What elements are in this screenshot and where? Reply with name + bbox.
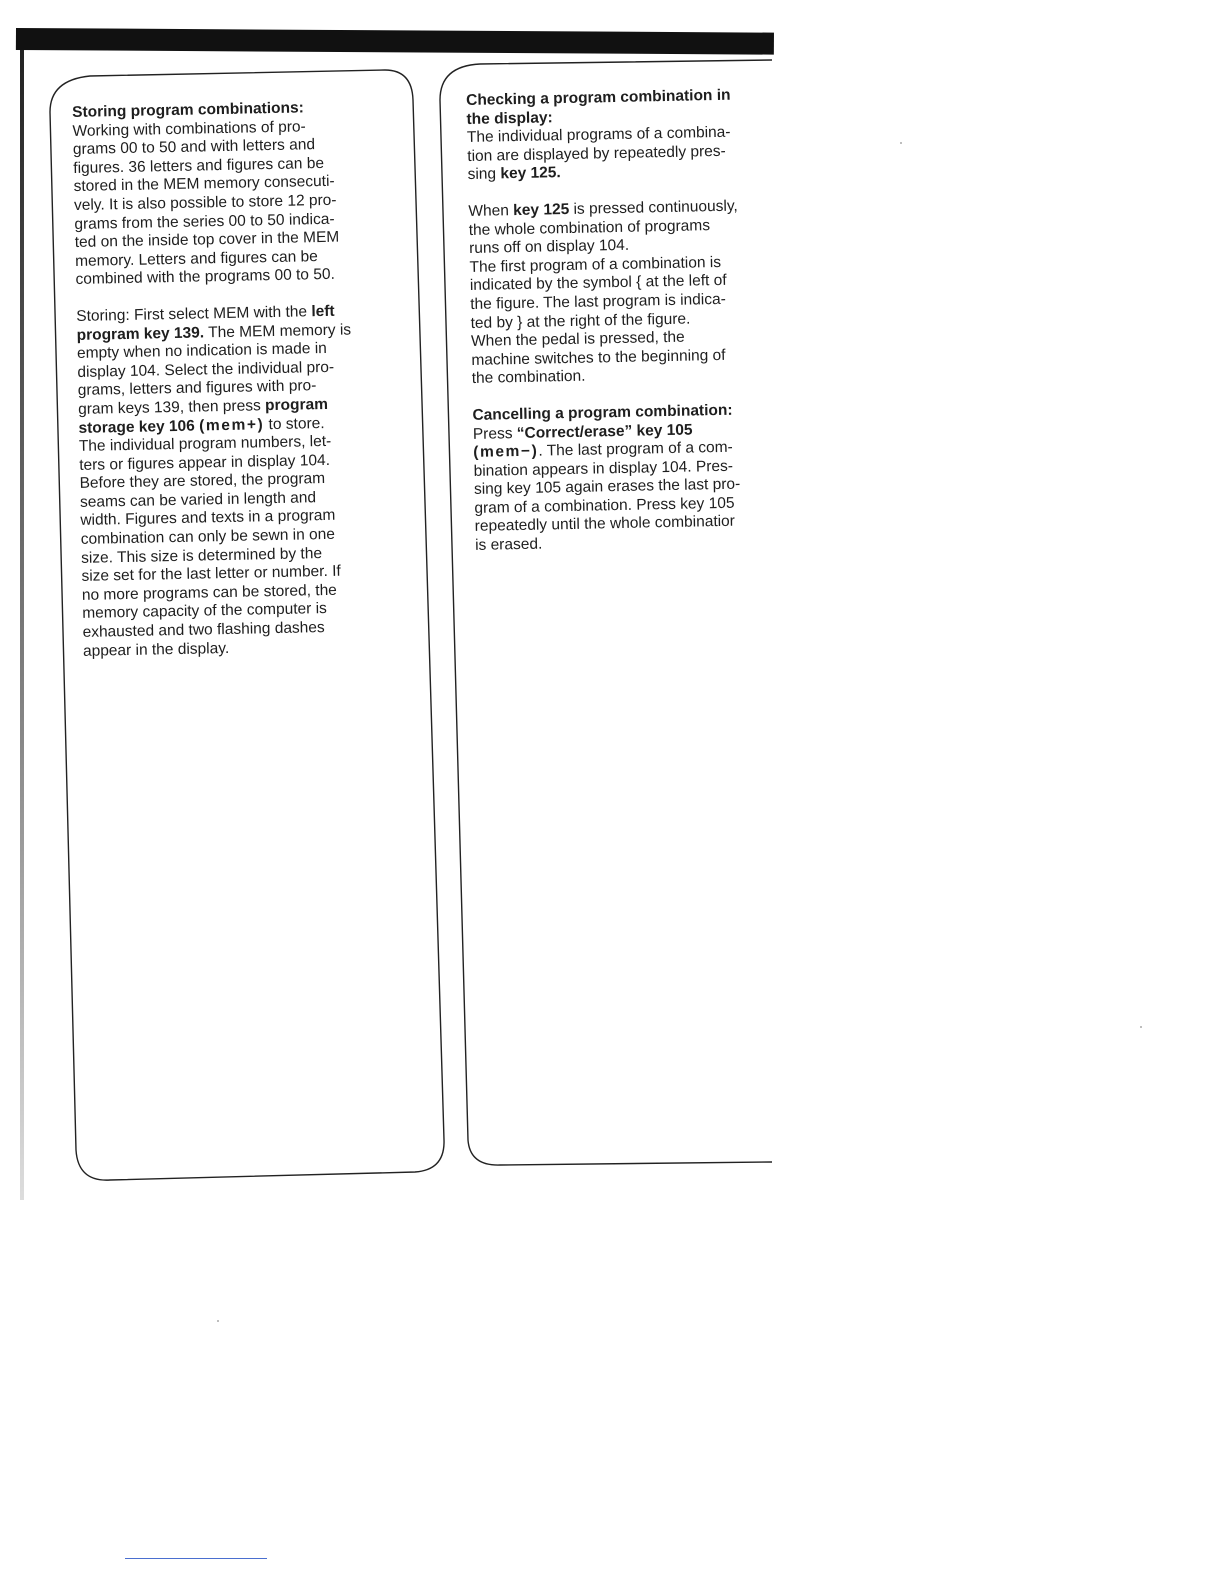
text-line: grams, letters and figures with pro- xyxy=(77,377,317,400)
text-line: runs off on display 104. xyxy=(468,236,630,258)
text-line: no more programs can be stored, the xyxy=(81,581,338,604)
text-line: repeatedly until the whole combinatior xyxy=(474,513,736,536)
text-line: is erased. xyxy=(474,535,543,554)
checking-heading-cont: the display: xyxy=(466,108,553,128)
text-line: exhausted and two flashing dashes xyxy=(82,619,325,641)
text-line: width. Figures and texts in a program xyxy=(80,507,336,530)
text-line: appear in the display. xyxy=(82,639,230,660)
text-run: Press xyxy=(472,424,517,443)
text-run: is pressed continuously, xyxy=(569,197,738,218)
text-line: ters or figures appear in display 104. xyxy=(79,451,331,474)
text-line: the combination. xyxy=(471,367,586,388)
continuous-press-section xyxy=(468,197,777,389)
text-run: Storing: First select MEM with the xyxy=(76,303,312,325)
bold-text: key 125. xyxy=(500,164,561,183)
text-line: size. This size is determined by the xyxy=(80,544,323,567)
bold-text: left xyxy=(311,302,335,321)
text-line: memory. Letters and figures can be xyxy=(74,247,318,270)
text-line: ted by } at the right of the figure. xyxy=(470,310,691,332)
checking-section xyxy=(466,86,773,185)
bold-text: “Correct/erase” key 105 xyxy=(516,421,693,442)
bold-text: program xyxy=(264,395,329,415)
storing-heading: Storing program combinations: xyxy=(72,99,304,121)
key-code: (mem−) xyxy=(473,442,539,462)
cancelling-section xyxy=(472,401,780,556)
scan-speck xyxy=(900,142,902,144)
text-line: display 104. Select the individual pro- xyxy=(77,358,335,381)
text-line: grams from the series 00 to 50 indica- xyxy=(74,210,335,233)
text-line: Before they are stored, the program xyxy=(79,470,326,493)
text-line: bination appears in display 104. Pres- xyxy=(473,457,734,480)
text-run: to store. xyxy=(264,414,325,433)
text-line: stored in the MEM memory consecuti- xyxy=(73,173,335,196)
text-run: . The last program of a com- xyxy=(538,438,733,460)
storing-procedure xyxy=(76,301,403,661)
footer-rule xyxy=(125,1558,267,1559)
text-line: the whole combination of programs xyxy=(468,216,711,239)
bold-text: program key 139. xyxy=(76,323,205,344)
text-line: indicated by the symbol { at the left of xyxy=(469,272,727,295)
bold-text: storage key 106 xyxy=(78,417,200,437)
text-line: The first program of a combination is xyxy=(469,253,722,276)
text-line: Working with combinations of pro- xyxy=(72,117,306,140)
key-code: (mem+) xyxy=(198,415,265,435)
text-run: sing xyxy=(467,165,501,184)
left-binding-edge xyxy=(20,50,24,1200)
left-column xyxy=(72,98,403,680)
text-line: combined with the programs 00 to 50. xyxy=(75,266,335,289)
text-line: grams 00 to 50 and with letters and xyxy=(72,136,316,159)
cancelling-heading: Cancelling a program combination: xyxy=(472,401,733,424)
text-line: When the pedal is pressed, the xyxy=(470,328,685,351)
text-line: combination can only be sewn in one xyxy=(80,525,336,548)
text-line: the figure. The last program is indica- xyxy=(470,290,726,313)
text-line: ted on the inside top cover in the MEM xyxy=(74,228,340,252)
storing-section xyxy=(72,98,396,290)
scan-speck xyxy=(1140,1026,1142,1028)
text-line: seams can be varied in length and xyxy=(79,489,317,511)
right-column xyxy=(466,86,781,574)
text-line: empty when no indication is made in xyxy=(76,340,328,363)
text-line: sing key 105 again erases the last pro- xyxy=(473,475,741,499)
text-run: The MEM memory is xyxy=(203,320,352,341)
text-line: tion are displayed by repeatedly pres- xyxy=(467,142,726,165)
text-line: The individual program numbers, let- xyxy=(78,432,332,456)
text-run: gram keys 139, then press xyxy=(77,397,266,418)
bold-text: key 125 xyxy=(513,200,570,220)
text-line: size set for the last letter or number. If xyxy=(81,562,341,586)
text-line: memory capacity of the computer is xyxy=(82,600,328,623)
text-line: The individual programs of a combina- xyxy=(466,123,731,147)
text-line: gram of a combination. Press key 105 xyxy=(474,494,735,517)
top-black-bar xyxy=(16,28,774,55)
checking-heading: Checking a program combination in xyxy=(466,86,731,109)
text-line: vely. It is also possible to store 12 pro- xyxy=(73,191,337,214)
scan-speck xyxy=(217,1320,219,1322)
text-line: figures. 36 letters and figures can be xyxy=(73,154,325,177)
text-run: When xyxy=(468,202,514,220)
text-line: machine switches to the beginning of xyxy=(471,346,726,369)
